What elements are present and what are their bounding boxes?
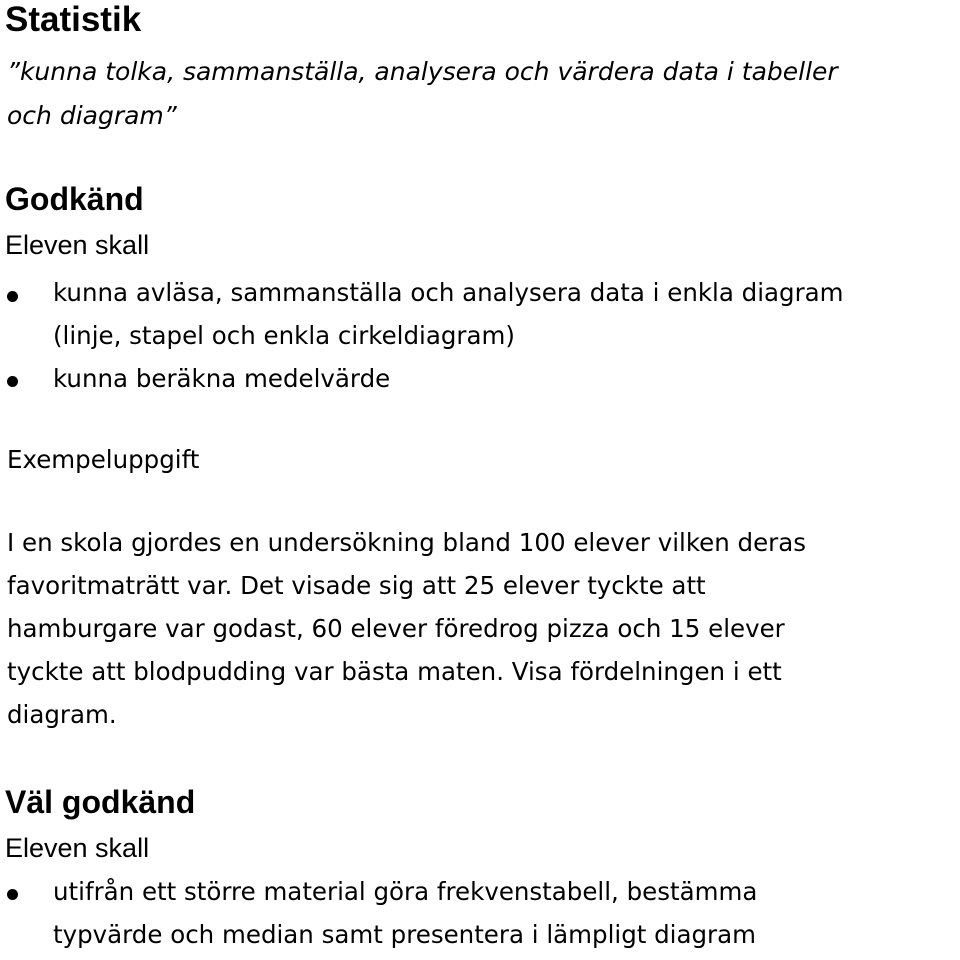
bullet-dot-icon xyxy=(7,889,18,900)
godkand-bullet-1-line-2: (linje, stapel och enkla cirkeldiagram) xyxy=(53,321,515,350)
example-line-4: tyckte att blodpudding var bästa maten. Visa fördelningen i ett xyxy=(7,657,782,686)
example-line-1: I en skola gjordes en undersökning bland 100 elever vilken deras xyxy=(7,528,807,557)
godkand-heading: Godkänd xyxy=(5,181,144,217)
val-godkand-bullet-1-line-2: typvärde och median samt presentera i lämpligt diagram xyxy=(53,920,757,949)
goal-quote-line-1: ”kunna tolka, sammanställa, analysera och värdera data i tabeller xyxy=(7,57,838,86)
page-title: Statistik xyxy=(5,0,142,39)
example-line-3: hamburgare var godast, 60 elever föredrog pizza och 15 elever xyxy=(7,614,785,643)
val-godkand-intro: Eleven skall xyxy=(5,833,150,863)
example-heading: Exempeluppgift xyxy=(7,445,200,474)
godkand-bullet-2-line-1: kunna beräkna medelvärde xyxy=(53,364,391,393)
bullet-dot-icon xyxy=(7,291,18,302)
godkand-bullet-1-line-1: kunna avläsa, sammanställa och analysera data i enkla diagram xyxy=(53,278,844,307)
example-line-5: diagram. xyxy=(7,700,117,729)
example-line-2: favoritmaträtt var. Det visade sig att 25 elever tyckte att xyxy=(7,571,706,600)
bullet-dot-icon xyxy=(7,376,18,387)
godkand-intro: Eleven skall xyxy=(5,230,150,260)
val-godkand-heading: Väl godkänd xyxy=(5,784,196,820)
val-godkand-bullet-1-line-1: utifrån ett större material göra frekvenstabell, bestämma xyxy=(53,877,758,906)
goal-quote-line-2: och diagram” xyxy=(7,101,177,130)
